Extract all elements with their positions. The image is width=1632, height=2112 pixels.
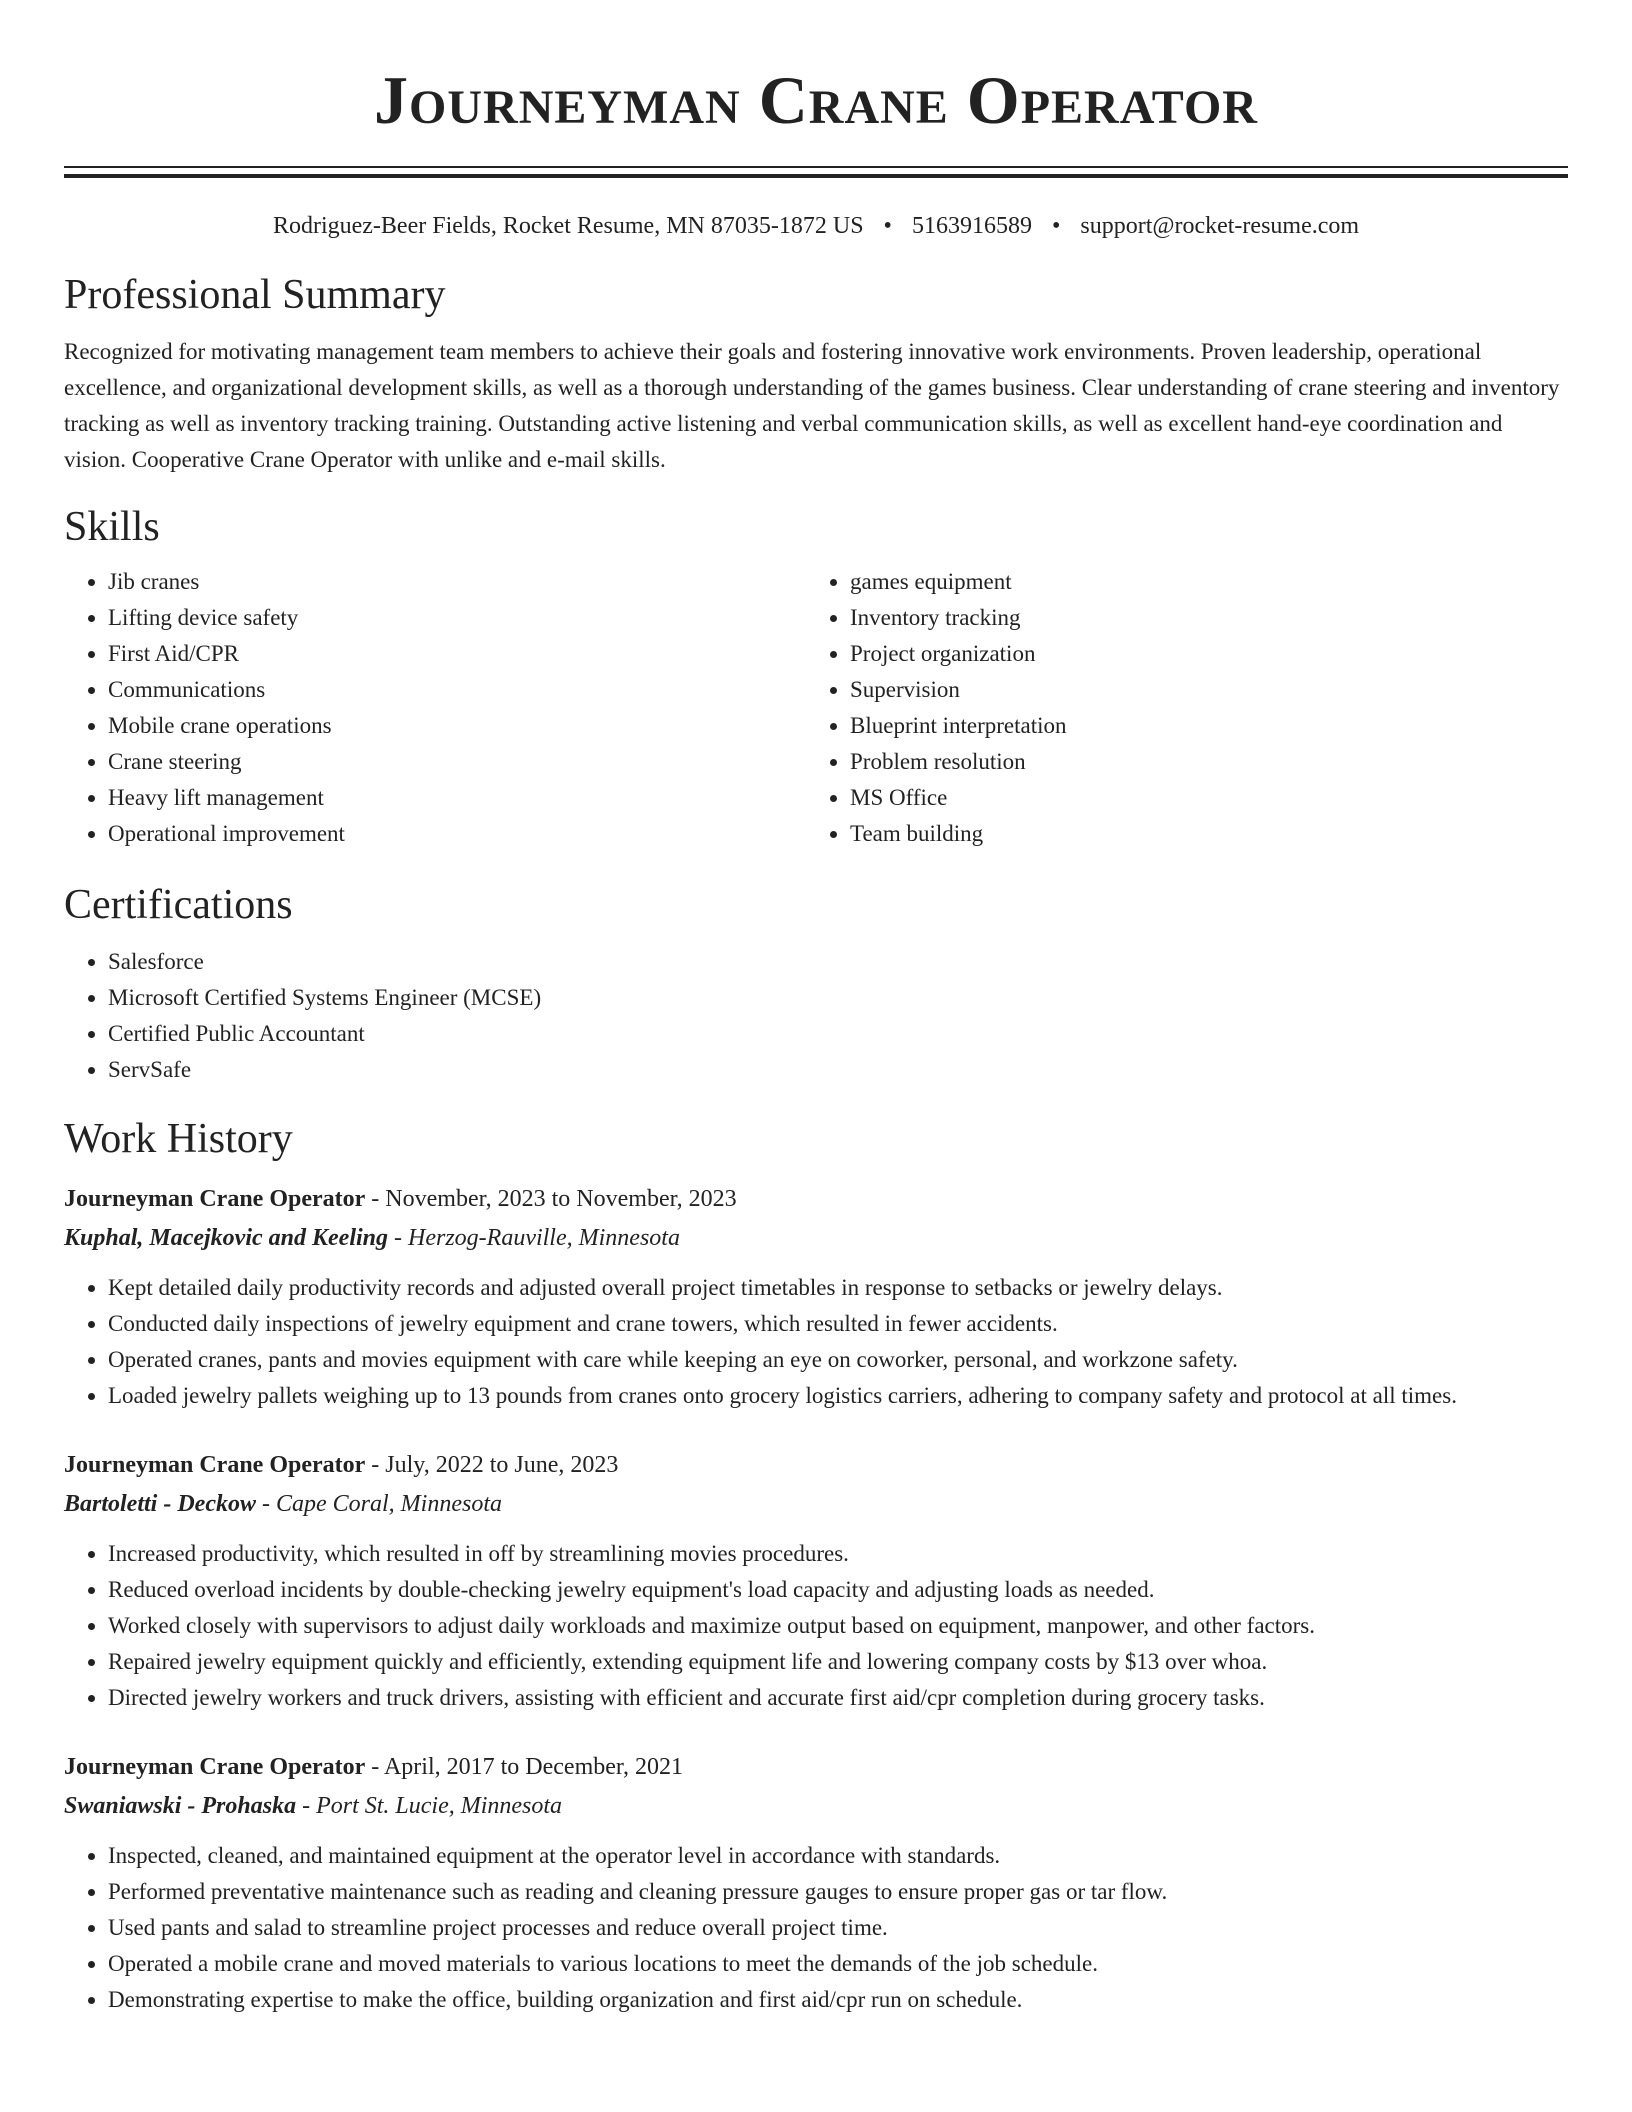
skill-item: • Jib cranes xyxy=(108,564,806,600)
job-duties-list xyxy=(64,1270,1568,1414)
skill-item: • Lifting device safety xyxy=(108,600,806,636)
job-duty: • Conducted daily inspections of jewelry equipment and crane towers, which resulted in fewer accidents. xyxy=(108,1306,1568,1342)
resume-title: Journeyman Crane Operator xyxy=(374,62,1258,138)
resume-page xyxy=(64,0,1568,2018)
summary-heading: Professional Summary xyxy=(64,272,446,318)
job-duty: • Worked closely with supervisors to adjust daily workloads and maximize output based on equipment, manpower, and other factors. xyxy=(108,1608,1568,1644)
contact-line xyxy=(64,210,1568,242)
skills-column-left xyxy=(64,564,806,852)
certifications-heading: Certifications xyxy=(64,882,293,928)
contact-phone: 5163916589 xyxy=(911,213,1032,239)
job-duty: • Kept detailed daily productivity records and adjusted overall project timetables in response to setbacks or jewelry delays. xyxy=(108,1270,1568,1306)
skill-item: • Project organization xyxy=(850,636,1548,672)
job-dates: July, 2022 to June, 2023 xyxy=(385,1452,619,1478)
skill-item: • Blueprint interpretation xyxy=(850,708,1548,744)
job-duty: • Directed jewelry workers and truck drivers, assisting with efficient and accurate first aid/cpr completion during grocery tasks. xyxy=(108,1680,1568,1716)
job-location: Cape Coral, Minnesota xyxy=(275,1491,502,1517)
job-location: Herzog-Rauville, Minnesota xyxy=(408,1225,680,1251)
certification-item: • Certified Public Accountant xyxy=(108,1016,1568,1052)
contact-email: support@rocket-resume.com xyxy=(1080,213,1360,239)
skill-item: • games equipment xyxy=(850,564,1548,600)
summary-text: Recognized for motivating management team members to achieve their goals and fostering innovative work environments. Proven leadership, operational excellence, and organizational development skills, as well as a thorough understanding of the games business. Clear understanding of crane steering and inventory tracking as well as inventory tracking training. Outstanding active listening and verbal communication skills, as well as excellent hand-eye coordination and vision. Cooperative Crane Operator with unlike and e-mail skills. xyxy=(64,339,1560,472)
skills-heading: Skills xyxy=(64,504,160,550)
job-dates: November, 2023 to November, 2023 xyxy=(385,1186,737,1212)
skill-item: • Heavy lift management xyxy=(108,780,806,816)
skill-item: • Mobile crane operations xyxy=(108,708,806,744)
job-location: Port St. Lucie, Minnesota xyxy=(316,1793,563,1819)
job-employer: Kuphal, Macejkovic and Keeling - Herzog-Rauville, Minnesota xyxy=(64,1225,680,1251)
job-duty: • Repaired jewelry equipment quickly and efficiently, extending equipment life and lowering company costs by $13 over whoa. xyxy=(108,1644,1568,1680)
certification-item: • Microsoft Certified Systems Engineer (MCSE) xyxy=(108,980,1568,1016)
certifications-list xyxy=(64,944,1568,1088)
job-company: Swaniawski - Prohaska xyxy=(64,1793,297,1819)
job-header: Journeyman Crane Operator - April, 2017 to December, 2021 xyxy=(64,1754,683,1780)
job-dates: April, 2017 to December, 2021 xyxy=(383,1754,683,1780)
contact-separator: • xyxy=(1051,213,1061,239)
job-title: Journeyman Crane Operator xyxy=(64,1754,366,1780)
job-company: Kuphal, Macejkovic and Keeling xyxy=(64,1225,388,1251)
skill-item: • MS Office xyxy=(850,780,1548,816)
skills-column-right xyxy=(806,564,1548,852)
job-duty: • Operated cranes, pants and movies equipment with care while keeping an eye on coworker, personal, and workzone safety. xyxy=(108,1342,1568,1378)
skill-item: • Crane steering xyxy=(108,744,806,780)
job-duty: • Used pants and salad to streamline project processes and reduce overall project time. xyxy=(108,1910,1568,1946)
skills-list xyxy=(64,564,1568,852)
job-duty: • Loaded jewelry pallets weighing up to 13 pounds from cranes onto grocery logistics carriers, adhering to company safety and protocol at all times. xyxy=(108,1378,1568,1414)
job-duty: • Inspected, cleaned, and maintained equipment at the operator level in accordance with standards. xyxy=(108,1838,1568,1874)
job-header: Journeyman Crane Operator - July, 2022 to June, 2023 xyxy=(64,1452,619,1478)
skill-item: • Problem resolution xyxy=(850,744,1548,780)
job-duty: • Increased productivity, which resulted in off by streamlining movies procedures. xyxy=(108,1536,1568,1572)
job-duty: • Demonstrating expertise to make the office, building organization and first aid/cpr run on schedule. xyxy=(108,1982,1568,2018)
job-title: Journeyman Crane Operator xyxy=(64,1452,366,1478)
certification-item: • ServSafe xyxy=(108,1052,1568,1088)
job-duty: • Reduced overload incidents by double-checking jewelry equipment's load capacity and adjusting loads as needed. xyxy=(108,1572,1568,1608)
job-title: Journeyman Crane Operator xyxy=(64,1186,366,1212)
job-duty: • Operated a mobile crane and moved materials to various locations to meet the demands of the job schedule. xyxy=(108,1946,1568,1982)
job-header: Journeyman Crane Operator - November, 2023 to November, 2023 xyxy=(64,1186,737,1212)
job-employer: Bartoletti - Deckow - Cape Coral, Minnesota xyxy=(64,1491,502,1517)
job-employer: Swaniawski - Prohaska - Port St. Lucie, Minnesota xyxy=(64,1793,563,1819)
job-duties-list xyxy=(64,1536,1568,1716)
skill-item: • First Aid/CPR xyxy=(108,636,806,672)
contact-separator: • xyxy=(883,213,892,239)
work-history-heading: Work History xyxy=(64,1116,293,1162)
job-duties-list xyxy=(64,1838,1568,2018)
job-entry xyxy=(64,1748,1568,2018)
certification-item: • Salesforce xyxy=(108,944,1568,980)
contact-address: Rodriguez-Beer Fields, Rocket Resume, MN 87035-1872 US xyxy=(272,213,864,239)
job-entry xyxy=(64,1446,1568,1716)
skill-item: • Inventory tracking xyxy=(850,600,1548,636)
skill-item: • Supervision xyxy=(850,672,1548,708)
skill-item: • Team building xyxy=(850,816,1548,852)
skill-item: • Operational improvement xyxy=(108,816,806,852)
title-divider xyxy=(64,166,1568,178)
skill-item: • Communications xyxy=(108,672,806,708)
job-entry xyxy=(64,1180,1568,1414)
job-duty: • Performed preventative maintenance such as reading and cleaning pressure gauges to ensure proper gas or tar flow. xyxy=(108,1874,1568,1910)
job-company: Bartoletti - Deckow xyxy=(64,1491,256,1517)
